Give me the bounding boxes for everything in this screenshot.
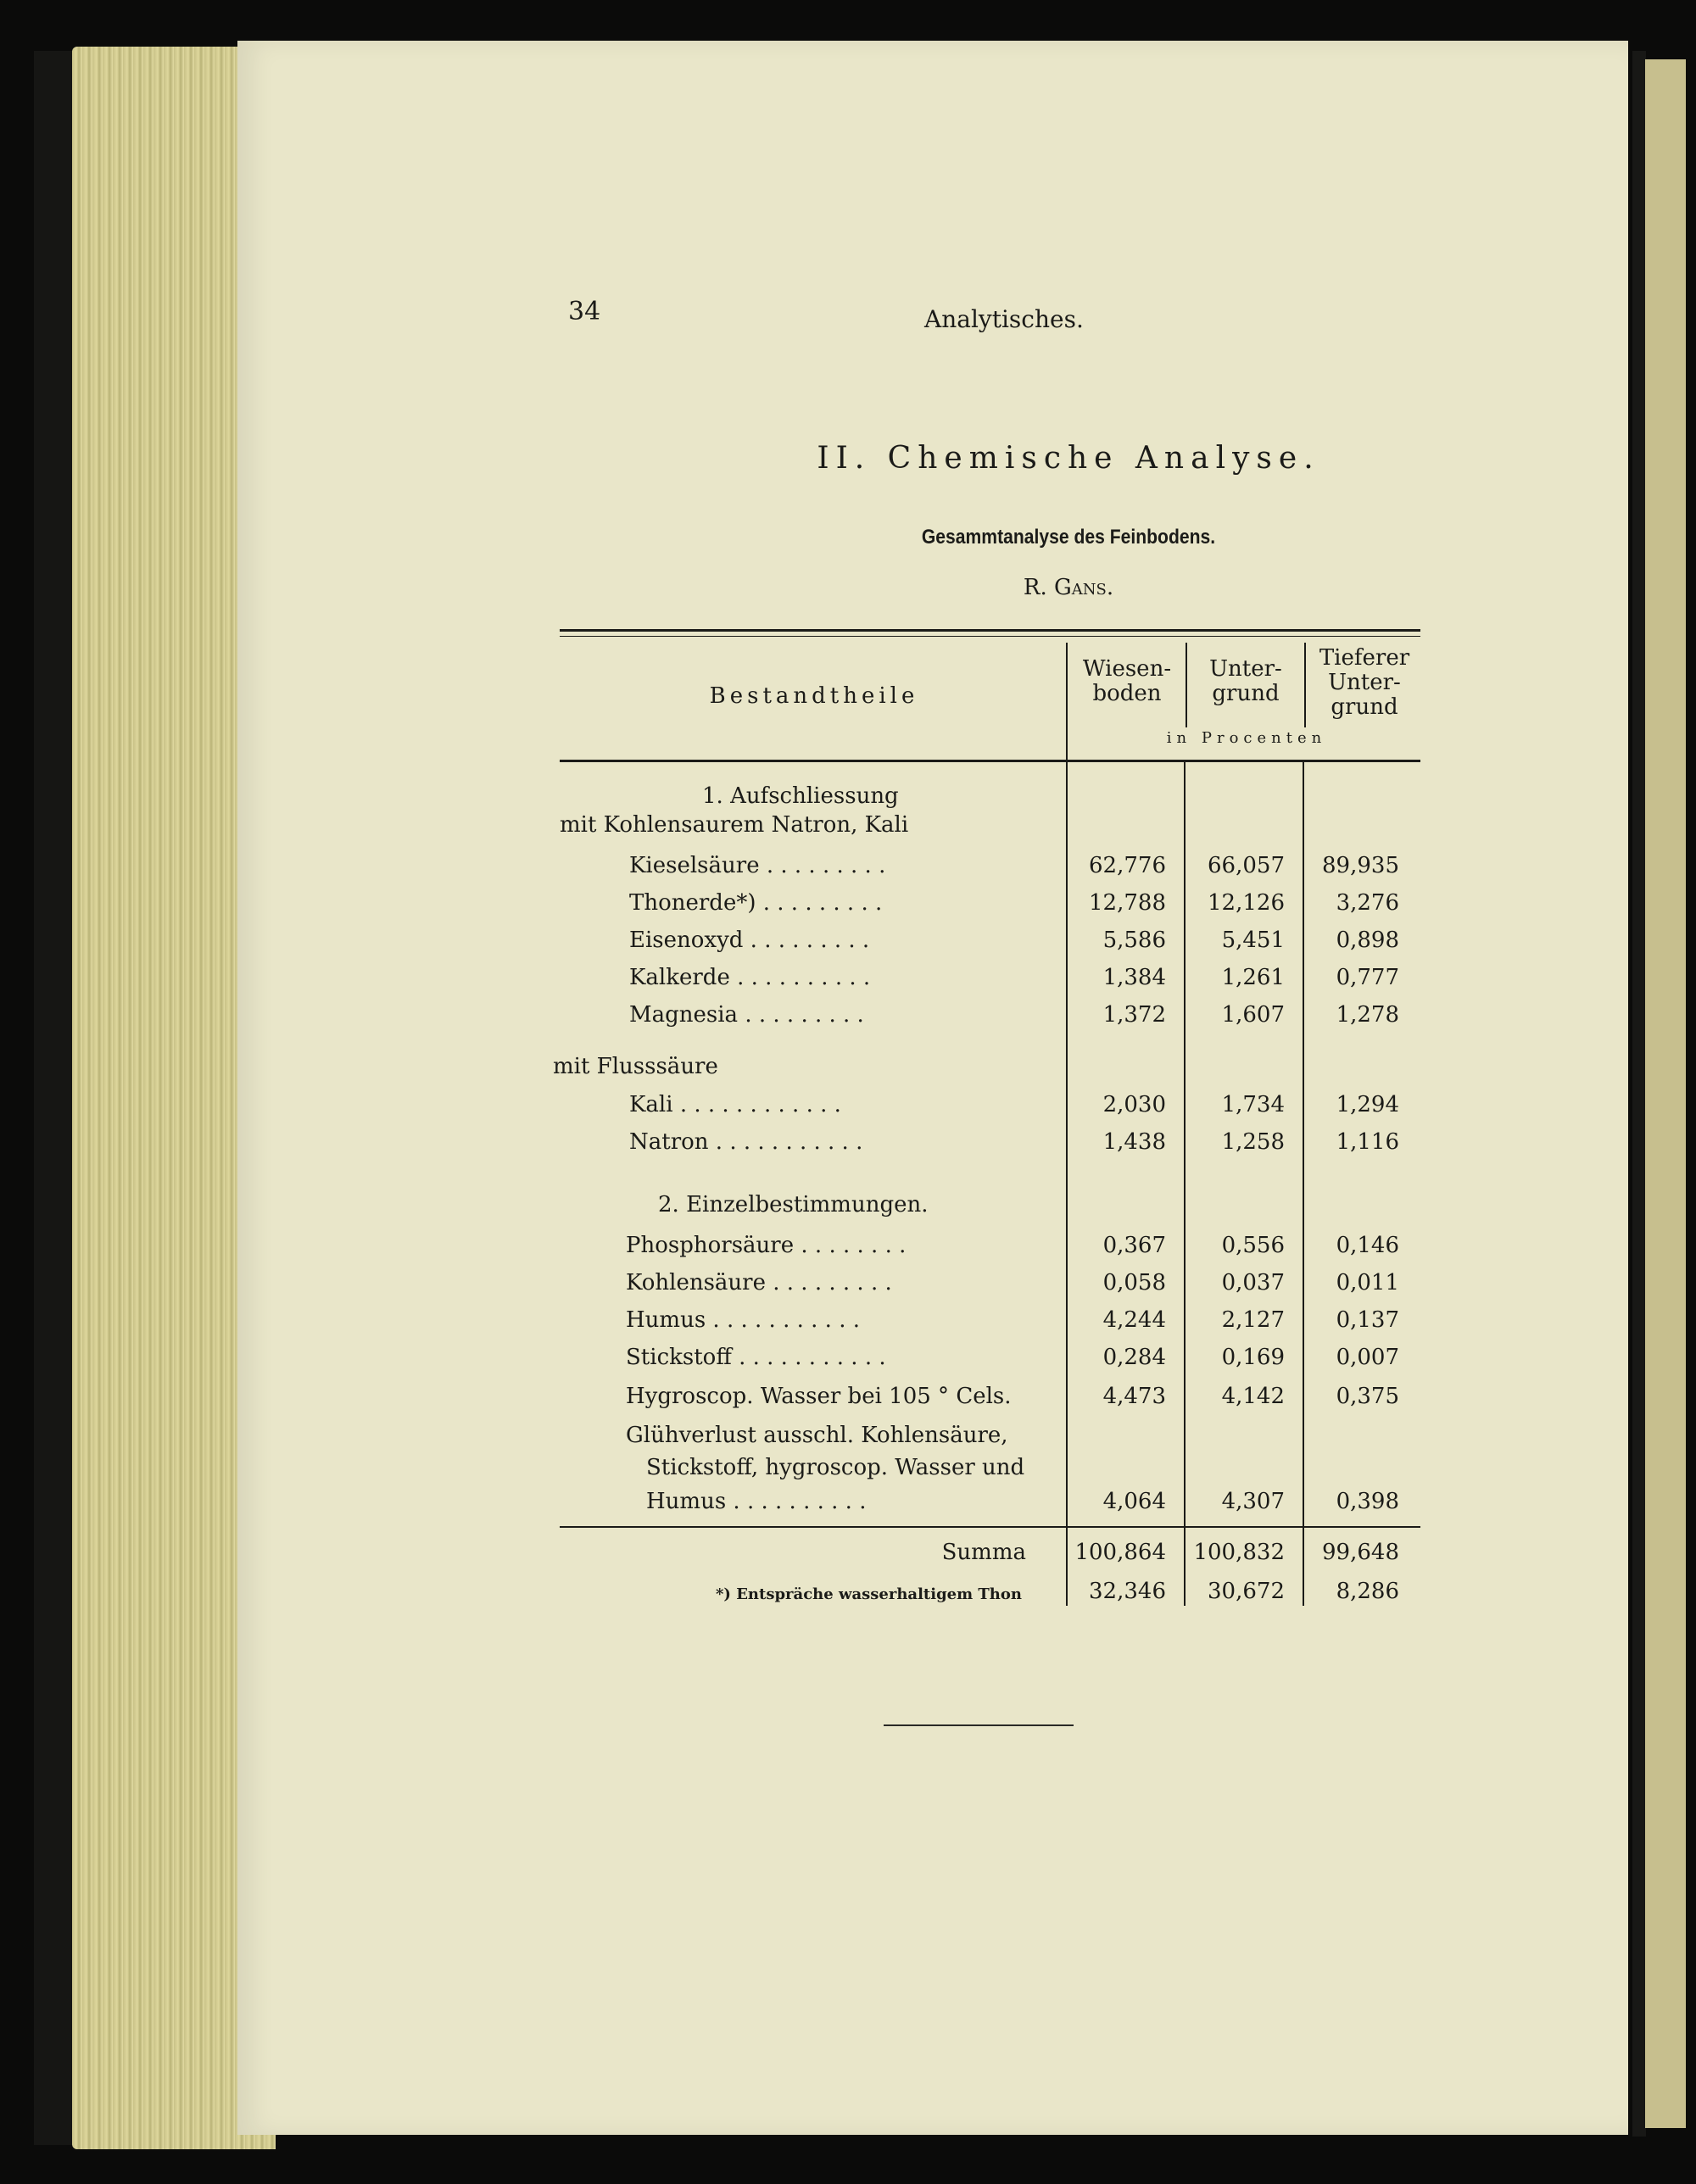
column-divider-2	[1186, 643, 1187, 727]
cell-tieferer: 0,137	[1336, 1307, 1399, 1333]
header-untergrund-line2: grund	[1212, 681, 1280, 706]
cell-wiesenboden: 0,284	[1102, 1345, 1166, 1370]
section-title: II. Chemische Analyse.	[817, 441, 1320, 476]
row-label: Humus . . . . . . . . . .	[646, 1489, 867, 1514]
cell-untergrund: 2,127	[1221, 1307, 1285, 1333]
cell-tieferer: 0,777	[1336, 965, 1399, 990]
header-wiesenboden	[1070, 657, 1184, 706]
header-bestandtheile: Bestandtheile	[709, 683, 919, 709]
table-row	[0, 965, 1696, 1002]
author-name: R. Gans.	[1023, 575, 1114, 600]
cell-untergrund: 1,261	[1221, 965, 1285, 990]
cell-tieferer: 1,116	[1336, 1129, 1399, 1155]
summa-row	[0, 1540, 1696, 1577]
summa-rule	[560, 1526, 1420, 1528]
row-label: Magnesia . . . . . . . . .	[629, 1002, 864, 1028]
table-row	[0, 1129, 1696, 1167]
header-wiesenboden-line2: boden	[1092, 681, 1162, 706]
cell-wiesenboden: 4,244	[1102, 1307, 1166, 1333]
cell-wiesenboden: 1,384	[1102, 965, 1166, 990]
running-head: Analytisches.	[924, 305, 1084, 333]
cell-tieferer: 0,007	[1336, 1345, 1399, 1370]
summa-wiesenboden: 100,864	[1074, 1540, 1166, 1565]
cell-tieferer: 1,294	[1336, 1092, 1399, 1117]
cell-untergrund: 1,734	[1221, 1092, 1285, 1117]
cell-tieferer: 0,898	[1336, 928, 1399, 953]
analysis-subtitle: Gesammtanalyse des Feinbodens.	[921, 526, 1216, 549]
row-label: Hygroscop. Wasser bei 105 ° Cels.	[626, 1384, 1012, 1409]
row-label: Kali . . . . . . . . . . . .	[629, 1092, 841, 1117]
table-row	[0, 1270, 1696, 1307]
table-row	[0, 1307, 1696, 1345]
row-label: Eisenoxyd . . . . . . . . .	[629, 928, 870, 953]
row-label: Phosphorsäure . . . . . . . .	[626, 1233, 907, 1258]
row-label: Stickstoff . . . . . . . . . . .	[626, 1345, 886, 1370]
column-divider-3	[1304, 643, 1306, 727]
header-wiesenboden-line1: Wiesen-	[1082, 656, 1172, 682]
cell-wiesenboden: 4,064	[1102, 1489, 1166, 1514]
cell-tieferer: 0,375	[1336, 1384, 1399, 1409]
header-untergrund	[1189, 657, 1303, 706]
cell-tieferer: 0,011	[1336, 1270, 1399, 1295]
end-rule	[884, 1724, 1074, 1726]
gluhverlust-line2: Stickstoff, hygroscop. Wasser und	[646, 1455, 1025, 1480]
cell-wiesenboden: 1,372	[1102, 1002, 1166, 1028]
table-row	[0, 1345, 1696, 1382]
row-label: Kieselsäure . . . . . . . . .	[629, 853, 886, 878]
page-number: 34	[568, 297, 601, 326]
cell-wiesenboden: 62,776	[1089, 853, 1166, 878]
footnote-untergrund: 30,672	[1208, 1579, 1285, 1604]
table-row	[0, 1233, 1696, 1270]
cell-untergrund: 0,037	[1221, 1270, 1285, 1295]
cell-untergrund: 12,126	[1208, 890, 1285, 916]
footnote-wiesenboden: 32,346	[1089, 1579, 1166, 1604]
row-label: Humus . . . . . . . . . . .	[626, 1307, 860, 1333]
cell-wiesenboden: 0,367	[1102, 1233, 1166, 1258]
table-header-rule	[560, 760, 1420, 762]
section1-sub-a: mit Kohlensaurem Natron, Kali	[560, 812, 909, 838]
table-top-rule	[560, 629, 1420, 632]
cell-untergrund: 1,258	[1221, 1129, 1285, 1155]
cell-untergrund: 5,451	[1221, 928, 1285, 953]
cell-tieferer: 0,398	[1336, 1489, 1399, 1514]
cell-untergrund: 1,607	[1221, 1002, 1285, 1028]
cell-untergrund: 66,057	[1208, 853, 1285, 878]
row-label: Kalkerde . . . . . . . . . .	[629, 965, 871, 990]
footnote-tieferer: 8,286	[1336, 1579, 1399, 1604]
table-row	[0, 928, 1696, 965]
table-row	[0, 1489, 1696, 1526]
cell-wiesenboden: 5,586	[1102, 928, 1166, 953]
cell-tieferer: 89,935	[1322, 853, 1399, 878]
cell-wiesenboden: 2,030	[1102, 1092, 1166, 1117]
summa-tieferer: 99,648	[1322, 1540, 1399, 1565]
footnote-row	[0, 1579, 1696, 1616]
footnote-label: *) Entspräche wasserhaltigem Thon	[716, 1585, 1022, 1603]
header-tieferer-line1: Tieferer	[1319, 645, 1410, 671]
cell-wiesenboden: 0,058	[1102, 1270, 1166, 1295]
cell-wiesenboden: 4,473	[1102, 1384, 1166, 1409]
header-tieferer-line2: Unter-	[1328, 670, 1401, 695]
section2-title: 2. Einzelbestimmungen.	[658, 1192, 929, 1217]
section1-title: 1. Aufschliessung	[702, 783, 899, 809]
row-label: Kohlensäure . . . . . . . . .	[626, 1270, 892, 1295]
section1-sub-b: mit Flusssäure	[553, 1054, 718, 1079]
table-row	[0, 890, 1696, 928]
cell-tieferer: 3,276	[1336, 890, 1399, 916]
row-label: Natron . . . . . . . . . . .	[629, 1129, 863, 1155]
cell-tieferer: 1,278	[1336, 1002, 1399, 1028]
cell-wiesenboden: 12,788	[1089, 890, 1166, 916]
table-row	[0, 1384, 1696, 1421]
row-label: Thonerde*) . . . . . . . . .	[629, 890, 883, 916]
cell-untergrund: 4,307	[1221, 1489, 1285, 1514]
cell-untergrund: 4,142	[1221, 1384, 1285, 1409]
book-page	[237, 41, 1628, 2135]
cell-untergrund: 0,169	[1221, 1345, 1285, 1370]
header-untergrund-line1: Unter-	[1209, 656, 1282, 682]
table-top-rule-thin	[560, 636, 1420, 637]
summa-label: Summa	[941, 1540, 1026, 1565]
summa-untergrund: 100,832	[1193, 1540, 1285, 1565]
header-unit: in Procenten	[1166, 729, 1327, 747]
cell-tieferer: 0,146	[1336, 1233, 1399, 1258]
gluhverlust-line1: Glühverlust ausschl. Kohlensäure,	[626, 1423, 1008, 1448]
cell-untergrund: 0,556	[1221, 1233, 1285, 1258]
header-tieferer-line3: grund	[1331, 694, 1398, 720]
table-row	[0, 1002, 1696, 1039]
header-tieferer-untergrund	[1308, 646, 1421, 720]
cell-wiesenboden: 1,438	[1102, 1129, 1166, 1155]
table-row	[0, 853, 1696, 890]
table-row	[0, 1092, 1696, 1129]
